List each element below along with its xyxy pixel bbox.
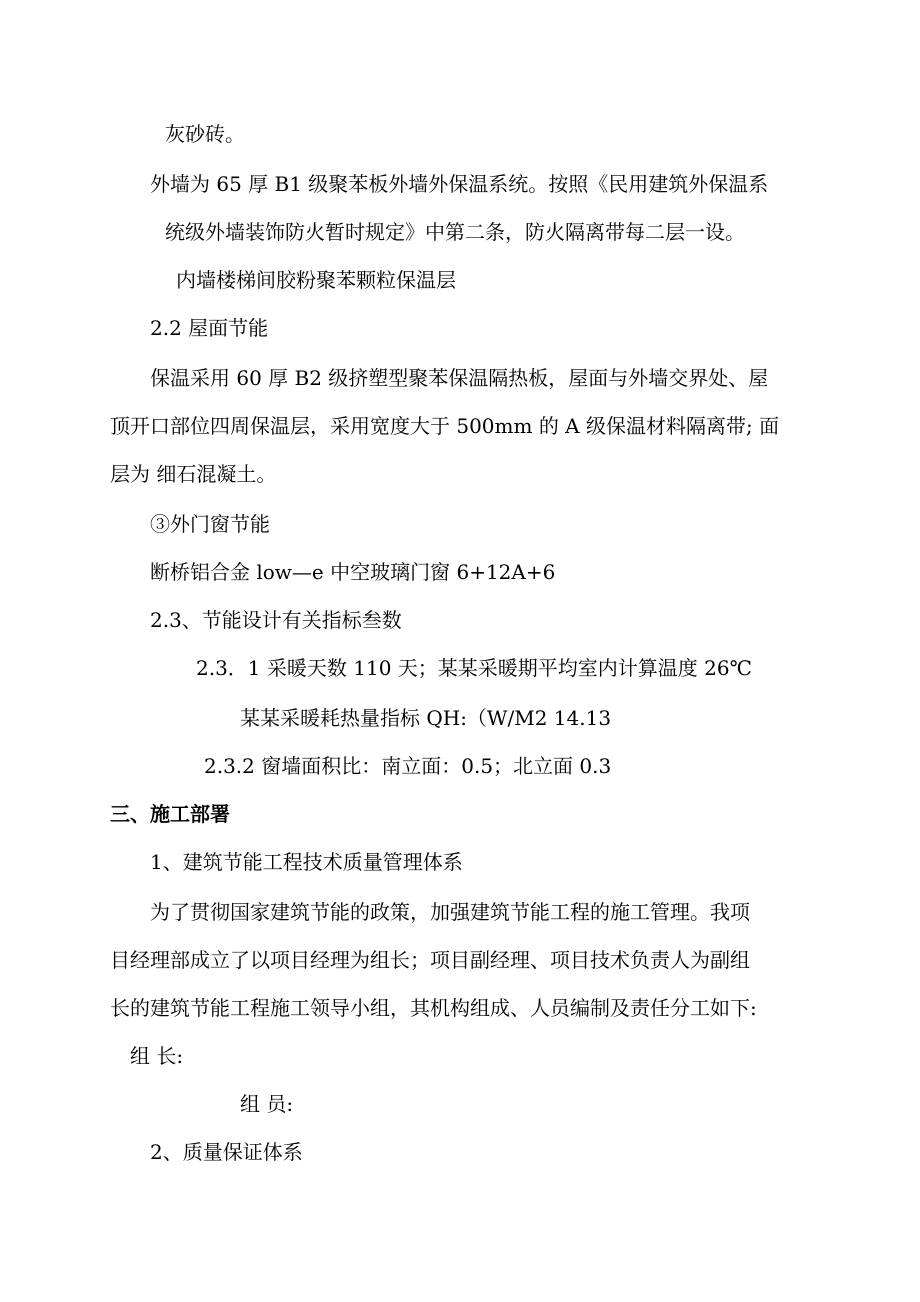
section-heading: 1、建筑节能工程技术质量管理体系 xyxy=(150,850,463,874)
text-line: 保温采用 60 厚 B2 级挤塑型聚苯保温隔热板，屋面与外墙交界处、屋 xyxy=(150,366,769,390)
chapter-heading: 三、施工部署 xyxy=(110,802,230,826)
text-line: 2.3．1 采暖天数 110 天；某某采暖期平均室内计算温度 26℃ xyxy=(196,656,752,680)
text-line: 2.3.2 窗墙面积比：南立面：0.5；北立面 0.3 xyxy=(204,754,612,778)
text-line: 断桥铝合金 low—e 中空玻璃门窗 6+12A+6 xyxy=(150,560,556,584)
text-line: 组 长: xyxy=(130,1044,184,1068)
section-heading: 2.2 屋面节能 xyxy=(150,316,269,340)
text-line: 外墙为 65 厚 B1 级聚苯板外墙外保温系统。按照《民用建筑外保温系 xyxy=(150,172,769,196)
text-line: 为了贯彻国家建筑节能的政策，加强建筑节能工程的施工管理。我项 xyxy=(150,900,750,924)
text-line: 层为 细石混凝土。 xyxy=(110,462,277,486)
text-line: 某某采暖耗热量指标 QH:（W/M2 14.13 xyxy=(240,706,612,730)
text-line: 组 员: xyxy=(240,1092,294,1116)
text-line: 目经理部成立了以项目经理为组长；项目副经理、项目技术负责人为副组 xyxy=(110,948,750,972)
text-line: 顶开口部位四周保温层，采用宽度大于 500mm 的 A 级保温材料隔离带; 面 xyxy=(110,414,780,438)
text-line: 灰砂砖。 xyxy=(165,122,245,146)
section-heading: 2、质量保证体系 xyxy=(150,1140,303,1164)
text-line: 统级外墙装饰防火暂时规定》中第二条，防火隔离带每二层一设。 xyxy=(165,220,745,244)
section-heading: 2.3、节能设计有关指标叁数 xyxy=(150,608,402,632)
section-heading: ③外门窗节能 xyxy=(150,512,270,536)
text-line: 长的建筑节能工程施工领导小组，其机构组成、人员编制及责任分工如下: xyxy=(110,996,757,1020)
text-line: 内墙楼梯间胶粉聚苯颗粒保温层 xyxy=(176,268,456,292)
